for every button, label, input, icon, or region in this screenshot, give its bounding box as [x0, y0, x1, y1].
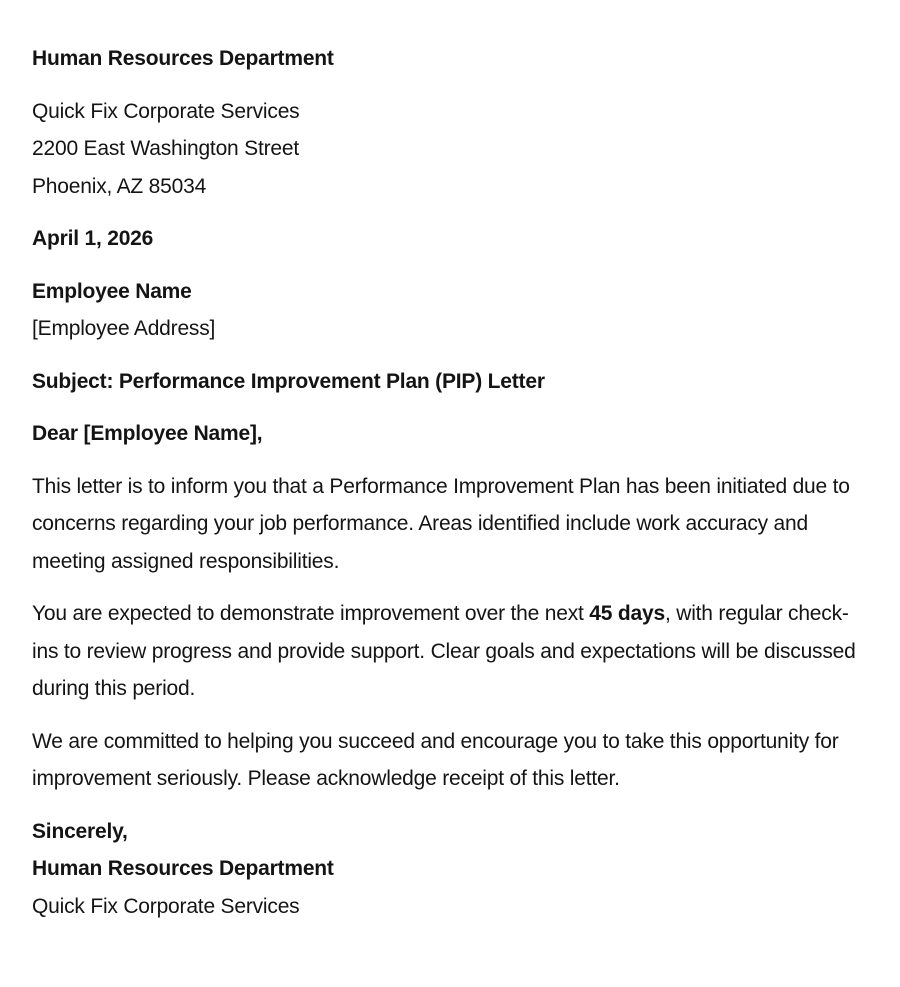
paragraph-text: , with regular check-ins to review progress and provide support. Clear goals and expectations will be discussed during this period.	[32, 602, 856, 700]
body-paragraph-2	[32, 595, 856, 708]
sign-off: Sincerely,	[32, 819, 128, 843]
paragraph-text: This letter is to inform you that a Performance Improvement Plan has been initiated due to concerns regarding your job performance. Areas identified include work accuracy and meeting assigned responsibilities.	[32, 474, 850, 573]
recipient-block	[32, 273, 856, 348]
paragraph-bold-text: 45 days	[589, 602, 665, 625]
sender-company: Quick Fix Corporate Services	[32, 99, 300, 123]
sender-address-block	[32, 93, 856, 206]
signer-department: Human Resources Department	[32, 857, 334, 880]
salutation: Dear [Employee Name],	[32, 422, 263, 445]
paragraph-text: We are committed to helping you succeed and encourage you to take this opportunity for improvement seriously. Please acknowledge receipt of this letter.	[32, 729, 839, 790]
body-paragraph-1	[32, 468, 856, 581]
sender-city-state-zip: Phoenix, AZ 85034	[32, 174, 207, 198]
signer-company: Quick Fix Corporate Services	[32, 894, 300, 918]
sender-street: 2200 East Washington Street	[32, 137, 299, 160]
recipient-name: Employee Name	[32, 279, 192, 303]
paragraph-text: You are expected to demonstrate improvement over the next	[32, 602, 590, 625]
body-paragraph-3	[32, 723, 856, 798]
subject-line: Subject: Performance Improvement Plan (PIP) Letter	[32, 369, 545, 393]
recipient-address: [Employee Address]	[32, 317, 216, 340]
closing-block	[32, 813, 856, 926]
letter-date: April 1, 2026	[32, 227, 154, 250]
sender-department: Human Resources Department	[32, 47, 334, 70]
